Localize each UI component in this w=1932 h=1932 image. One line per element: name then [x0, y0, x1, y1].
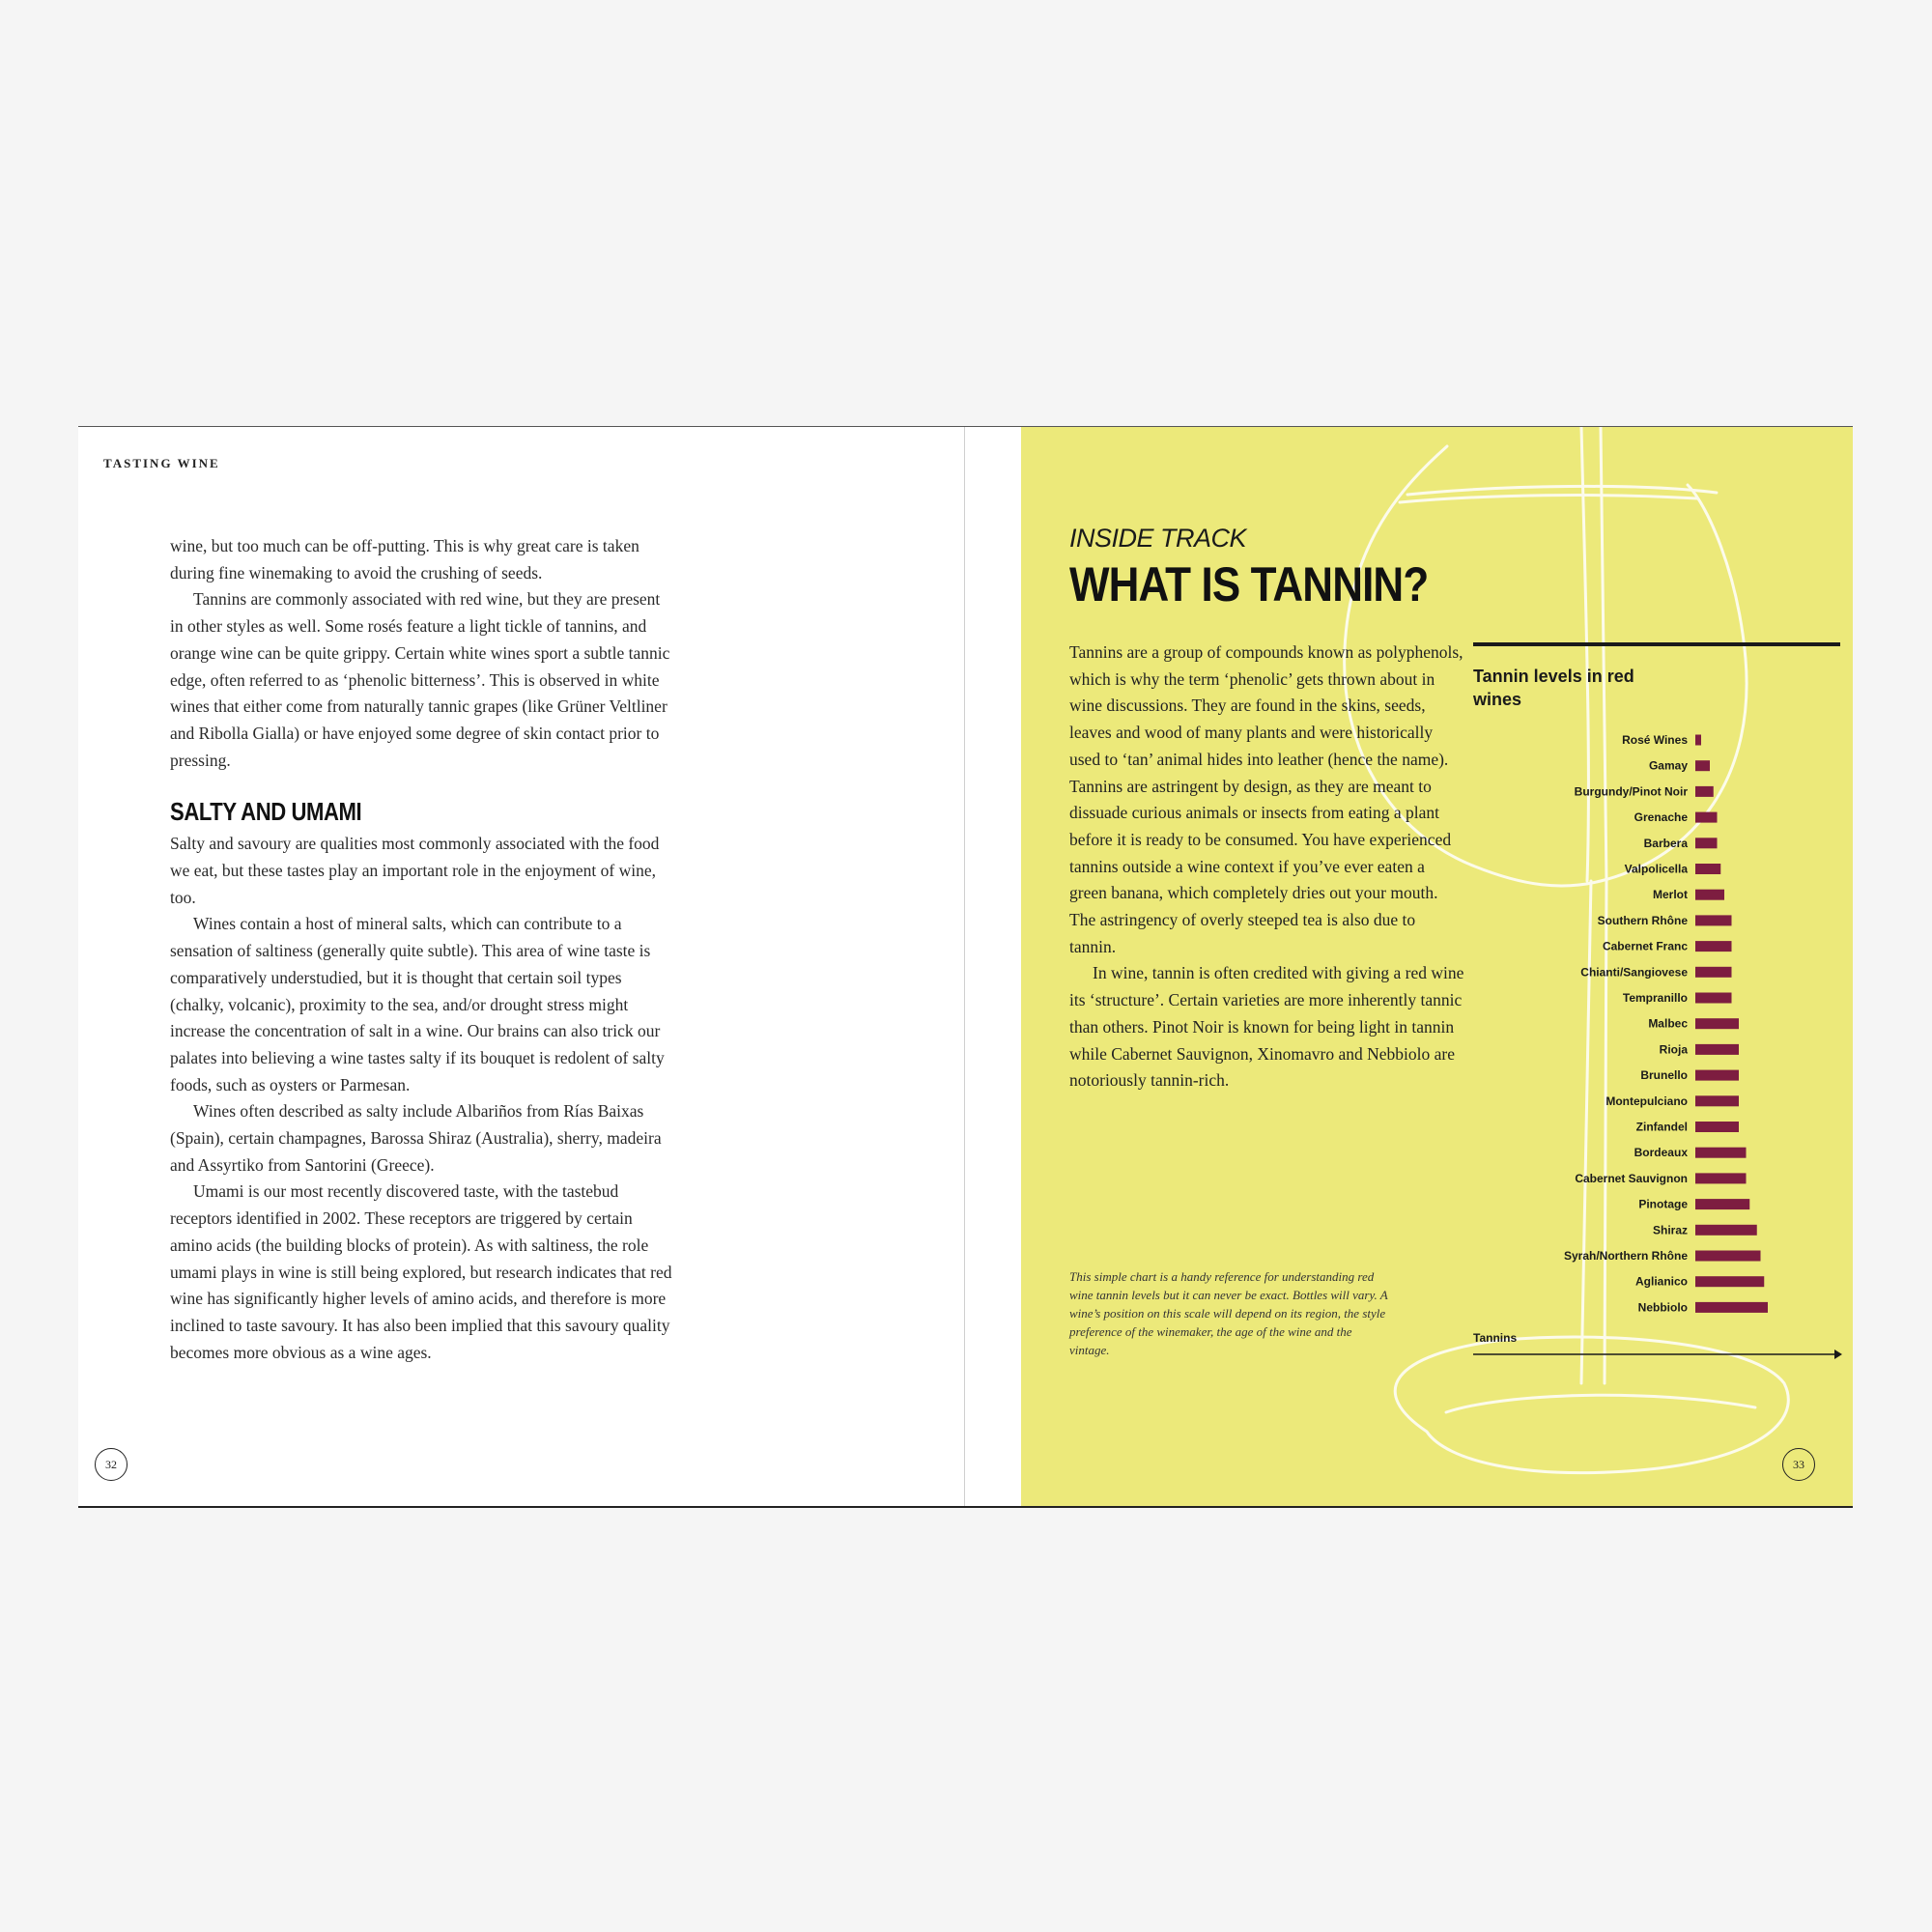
chart-category-label: Chianti/Sangiovese	[1580, 965, 1688, 980]
chart-bar	[1695, 1095, 1739, 1106]
chart-category-label: Tempranillo	[1622, 991, 1688, 1005]
chart-bar	[1695, 1199, 1749, 1209]
chart-category-label: Rioja	[1659, 1042, 1688, 1057]
chart-category-label: Cabernet Sauvignon	[1575, 1171, 1688, 1185]
chart-bar	[1695, 864, 1720, 874]
page-number-right: 33	[1782, 1448, 1815, 1481]
chart-bar	[1695, 1018, 1739, 1029]
chart-bar	[1695, 941, 1732, 952]
left-paragraph: wine, but too much can be off-putting. This is why great care is taken during fine winemaking to avoid the crushing of seeds.	[170, 536, 639, 582]
chart-bar	[1695, 760, 1710, 771]
chart-category-label: Rosé Wines	[1622, 733, 1688, 747]
chart-category-label: Malbec	[1648, 1016, 1688, 1031]
running-head: TASTING WINE	[103, 456, 220, 470]
chart-category-label: Bordeaux	[1634, 1146, 1688, 1160]
gutter-divider	[964, 427, 965, 1506]
chart-category-label: Nebbiolo	[1637, 1300, 1688, 1315]
chart-bar	[1695, 1302, 1768, 1313]
chart-bar	[1695, 1044, 1739, 1055]
chart-category-label: Zinfandel	[1635, 1120, 1688, 1134]
tannin-chart	[1021, 427, 1853, 1506]
chart-category-label: Pinotage	[1638, 1197, 1688, 1211]
chart-bar	[1695, 838, 1718, 848]
left-paragraph: Salty and savoury are qualities most commonly associated with the food we eat, but these tastes play an important role in the enjoyment of wine, too.	[170, 834, 660, 907]
book-spread	[78, 426, 1853, 1508]
chart-bar	[1695, 1148, 1747, 1158]
kicker-label: INSIDE TRACK	[1069, 524, 1247, 553]
chart-category-label: Southern Rhône	[1597, 913, 1688, 927]
chart-category-label: Gamay	[1648, 758, 1688, 773]
chart-bar	[1695, 1251, 1761, 1262]
left-body-text	[170, 533, 672, 1366]
chart-category-label: Cabernet Franc	[1602, 939, 1688, 953]
right-paragraph: In wine, tannin is often credited with giving a red wine its ‘structure’. Certain varieties are more inherently tannic than others. Pinot Noir is known for being light in tannin while Cabernet Sauvignon, Xinomavro and Nebbiolo are notoriously tannin-rich.	[1069, 963, 1464, 1091]
chart-bar	[1695, 786, 1714, 797]
chart-category-label: Barbera	[1643, 836, 1688, 850]
left-paragraph: Wines contain a host of mineral salts, which can contribute to a sensation of saltiness (generally quite subtle). This area of wine taste is comparatively understudied, but it is thought that certain soil types (chalky, volcanic), proximity to the sea, and/or drought stress might increase the concentration of salt in a wine. Our brains can also trick our palates into believing a wine tastes salty if its bouquet is redolent of salty foods, such as oysters or Parmesan.	[170, 914, 665, 1094]
chart-bar	[1695, 812, 1718, 823]
right-paragraph: Tannins are a group of compounds known as polyphenols, which is why the term ‘phenolic’ gets thrown about in wine discussions. They are found in the skins, seeds, leaves and wood of many plants and were historically used to ‘tan’ animal hides into leather (hence the name). Tannins are astringent by design, as they are meant to dissuade curious animals or insects from eating a plant before it is ready to be consumed. You have experienced tannins outside a wine context if you’ve ever eaten a green banana, which completely dries out your mouth. The astringency of overly steeped tea is also due to tannin.	[1069, 642, 1463, 956]
left-page	[78, 427, 964, 1506]
chart-x-axis-label: Tannins	[1473, 1331, 1518, 1345]
left-paragraph: Umami is our most recently discovered taste, with the tastebud receptors identified in 2002. These receptors are triggered by certain amino acids (the building blocks of protein). As with saltiness, the role umami plays in wine is still being explored, but research indicates that red wine has significantly higher levels of amino acids, and therefore is more inclined to taste savoury. It has also been implied that this savoury quality becomes more obvious as a wine ages.	[170, 1181, 672, 1362]
chart-bar	[1695, 1122, 1739, 1132]
page-number-left: 32	[95, 1448, 128, 1481]
left-paragraph: Tannins are commonly associated with red wine, but they are present in other styles as well. Some rosés feature a light tickle of tannins, and orange wine can be quite grippy. Certain white wines sport a subtle tannic edge, often referred to as ‘phenolic bitterness’. This is observed in white wines that either come from naturally tannic grapes (like Grüner Veltliner and Ribolla Gialla) or have enjoyed some degree of skin contact prior to pressing.	[170, 589, 670, 770]
arrow-right-icon	[1834, 1350, 1842, 1359]
chart-bar	[1695, 967, 1732, 978]
chart-category-label: Syrah/Northern Rhône	[1563, 1249, 1688, 1263]
chart-bar	[1695, 735, 1701, 746]
chart-bar	[1695, 1070, 1739, 1081]
section-heading: SALTY AND UMAMI	[170, 797, 362, 827]
chart-bar	[1695, 915, 1732, 925]
chart-category-label: Burgundy/Pinot Noir	[1574, 784, 1688, 799]
chart-title: Tannin levels in red wines	[1473, 667, 1634, 709]
page-headline: WHAT IS TANNIN?	[1069, 557, 1429, 611]
chart-category-label: Montepulciano	[1605, 1094, 1688, 1108]
chart-bar	[1695, 1225, 1757, 1236]
chart-category-label: Merlot	[1653, 888, 1688, 902]
chart-category-label: Valpolicella	[1624, 862, 1688, 876]
right-page	[1021, 427, 1853, 1506]
chart-category-label: Aglianico	[1634, 1274, 1688, 1289]
chart-bar	[1695, 993, 1732, 1004]
chart-bar	[1695, 1173, 1747, 1183]
chart-bar	[1695, 1276, 1764, 1287]
chart-bar	[1695, 890, 1724, 900]
chart-category-label: Brunello	[1640, 1068, 1688, 1083]
chart-category-label: Grenache	[1634, 810, 1688, 825]
left-paragraph: Wines often described as salty include Albariños from Rías Baixas (Spain), certain champagnes, Barossa Shiraz (Australia), sherry, madeira and Assyrtiko from Santorini (Greece).	[170, 1101, 662, 1175]
chart-caption: This simple chart is a handy reference for understanding red wine tannin levels but it can never be exact. Bottles will vary. A wine’s position on this scale will depend on its region, the style preference of the winemaker, the age of the wine and the vintage.	[1069, 1269, 1388, 1357]
chart-category-label: Shiraz	[1652, 1223, 1688, 1237]
